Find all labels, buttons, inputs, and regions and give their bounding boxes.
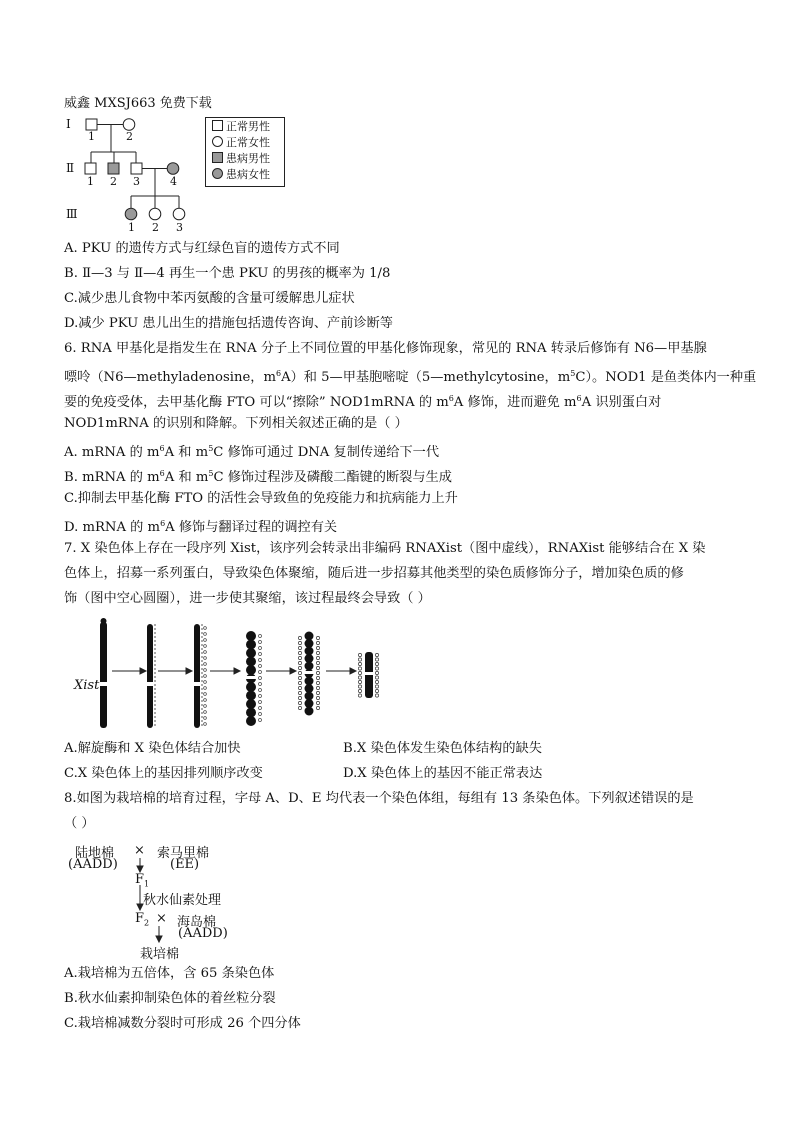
f1-label: $F_1$ [135,872,150,889]
pedigree-number: 2 [152,221,159,234]
q7-option-d: D.X 染色体上的基因不能正常表达 [343,766,543,781]
q7-option-c: C.X 染色体上的基因排列顺序改变 [64,766,263,781]
pedigree-number: 1 [88,130,95,143]
q7-option-a: A.解旋酶和 X 染色体结合加快 [64,741,241,756]
q5-option-b: B. Ⅱ—3 与 Ⅱ—4 再生一个患 PKU 的男孩的概率为 1/8 [64,266,391,281]
q8-stem-line-1: 8.如图为栽培棉的培育过程，字母 A、D、E 均代表一个染色体组，每组有 13 条染色体。下列叙述错误的是 [64,791,694,806]
q8-option-c: C.栽培棉减数分裂时可形成 26 个四分体 [64,1016,301,1031]
generation-label-III: Ⅲ [66,207,78,221]
cross-symbol-2: × [156,911,167,926]
q6-stem-line-4: NOD1mRNA 的识别和降解。下列相关叙述正确的是（ ） [64,416,408,431]
cross-symbol: × [134,843,145,858]
parent-somali-genome: (EE) [170,857,200,872]
pedigree-number: 1 [87,175,94,188]
q8-option-a: A.栽培棉为五倍体，含 65 条染色体 [64,966,275,981]
q8-option-b: B.秋水仙素抑制染色体的着丝粒分裂 [64,991,276,1006]
legend-normal-female: 正常女性 [212,136,270,150]
q6-option-b: B. mRNA 的 $m^6A$ 和 $m^5C$ 修饰过程涉及磷酸二酯键的断裂与生成 [64,469,452,485]
q5-option-d: D.减少 PKU 患儿出生的措施包括遗传咨询、产前诊断等 [64,316,393,331]
q7-stem-line-1: 7. X 染色体上存在一段序列 Xist，该序列会转录出非编码 RNAXist（图中虚线），RNAXist 能够结合在 X 染 [64,541,706,556]
parent-upland-cotton: 陆地棉 [75,846,115,861]
q7-stem-line-2: 色体上，招募一系列蛋白，导致染色体聚缩，随后进一步招募其他类型的染色质修饰分子，增加染色质的修 [64,566,684,581]
generation-label-I: Ⅰ [66,117,71,131]
legend-normal-male: 正常男性 [212,120,270,134]
parent-sea-island-genome: (AADD) [178,926,228,941]
q5-option-a: A. PKU 的遗传方式与红绿色盲的遗传方式不同 [64,241,340,256]
result-cultivated-cotton: 栽培棉 [140,947,180,962]
q7-option-b: B.X 染色体发生染色体结构的缺失 [343,741,542,756]
legend-affected-female: 患病女性 [212,168,270,182]
parent-upland-genome: (AADD) [68,857,118,872]
source-note: 威鑫 MXSJ663 免费下载 [64,96,212,111]
xist-label: Xist [74,678,100,693]
legend-affected-male: 患病男性 [212,152,270,166]
q6-stem-line-2: 嘌呤（N6—methyladenosine，$m^6A$）和 5—甲基胞嘧啶（5—methylcytosine，$m^5C$）。NOD1 是鱼类体内一种重 [64,369,757,385]
q7-stem-line-3: 饰（图中空心圆圈），进一步使其聚缩，该过程最终会导致（ ） [64,591,431,606]
q6-stem-line-1: 6. RNA 甲基化是指发生在 RNA 分子上不同位置的甲基化修饰现象，常见的 RNA 转录后修饰有 N6—甲基腺 [64,341,707,356]
q6-option-a: A. mRNA 的 $m^6A$ 和 $m^5C$ 修饰可通过 DNA 复制传递给下一代 [64,444,440,460]
pedigree-number: 3 [176,221,183,234]
pedigree-number: 4 [170,175,177,188]
parent-sea-island-cotton: 海岛棉 [177,915,217,930]
pedigree-number: 2 [110,175,117,188]
q6-option-c: C.抑制去甲基化酶 FTO 的活性会导致鱼的免疫能力和抗病能力上升 [64,491,458,506]
pedigree-number: 1 [128,221,135,234]
generation-label-II: Ⅱ [66,161,75,175]
q6-option-d: D. mRNA 的 $m^6A$ 修饰与翻译过程的调控有关 [64,519,338,535]
q6-stem-line-3: 要的免疫受体，去甲基化酶 FTO 可以“擦除” NOD1mRNA 的 $m^6A$ 修饰，进而避免 $m^6A$ 识别蛋白对 [64,394,662,410]
parent-somali-cotton: 索马里棉 [157,846,210,861]
pedigree-number: 3 [133,175,140,188]
q5-option-c: C.减少患儿食物中苯丙氨酸的含量可缓解患儿症状 [64,291,355,306]
pedigree-number: 2 [126,130,133,143]
colchicine-treatment: 秋水仙素处理 [143,893,222,908]
q8-stem-line-2: （ ） [64,816,95,831]
f2-label: $F_2$ [135,911,150,928]
